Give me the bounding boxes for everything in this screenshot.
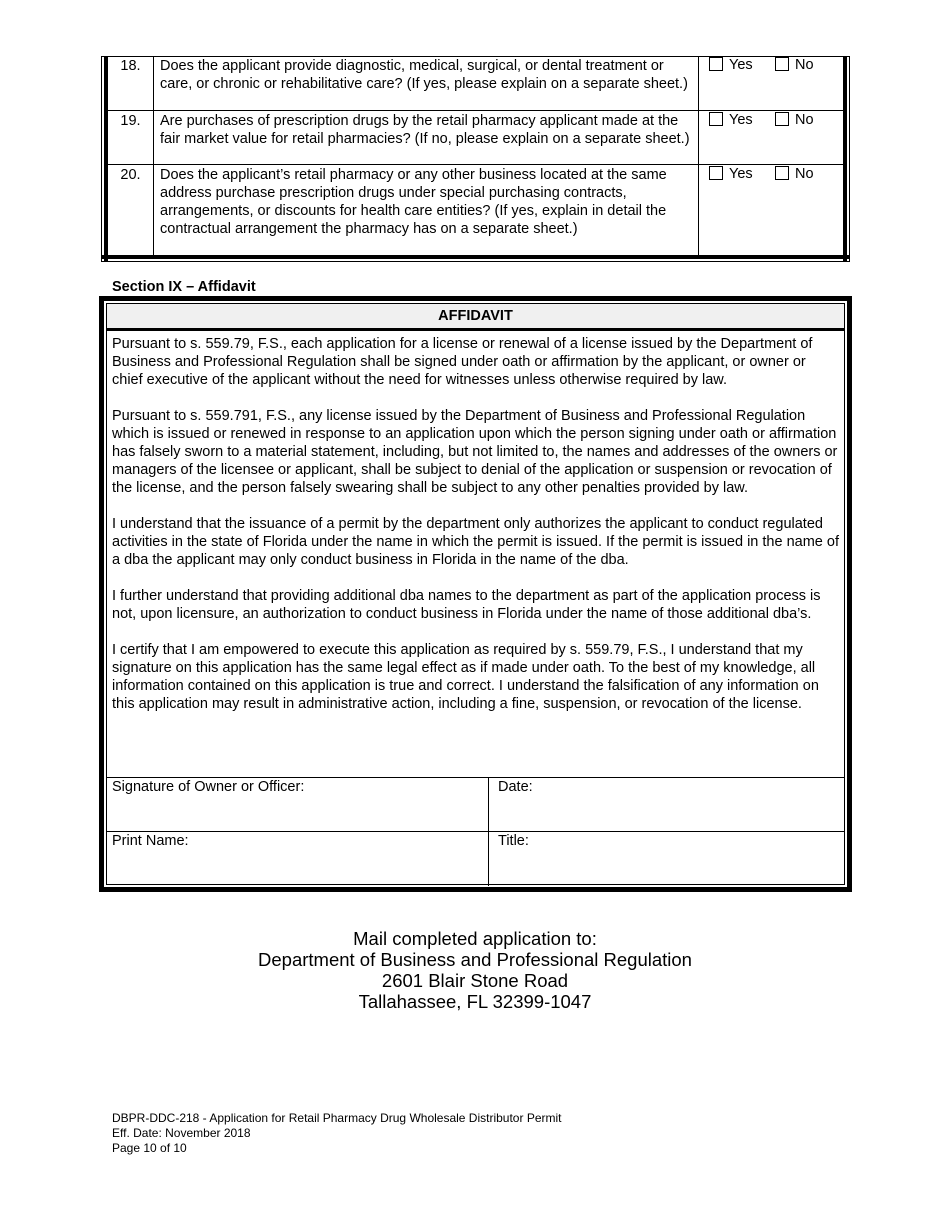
print-name-field[interactable] (107, 832, 489, 886)
yes-option[interactable] (709, 57, 753, 73)
yes-label: Yes (729, 166, 753, 182)
title-label: Title: (498, 833, 529, 849)
questions-table (101, 56, 850, 262)
question-row-19 (108, 110, 843, 165)
affidavit-body (112, 335, 839, 713)
table-right-border (843, 57, 847, 261)
answer-cell (700, 56, 843, 111)
affidavit-paragraph: I certify that I am empowered to execute this application as required by s. 559.79, F.S., I understand that my signature on this application has the same legal effect as if made under oath. To the best of my knowledge, all information contained on this application is true and correct. I understand the falsification of any information on this application may result in administrative action, including a fine, suspension, or revocation of the license. (112, 642, 819, 712)
question-number: 20. (108, 165, 154, 257)
affidavit-inner (106, 303, 845, 885)
yes-option[interactable] (709, 166, 753, 182)
no-checkbox[interactable] (775, 166, 789, 180)
affidavit-paragraph: Pursuant to s. 559.791, F.S., any license issued by the Department of Business and Professional Regulation which is issued or renewed in response to an application upon which the person signing under oath or affirmation has falsely sworn to a material statement, including, but not limited to, the names and addresses of the owners or managers of the licensee or applicant, shall be subject to denial of the application or suspension or revocation of the license, and the person falsely swearing shall be subject to any other penalties provided by law. (112, 408, 838, 496)
mail-line: Tallahassee, FL 32399-1047 (358, 991, 592, 1012)
signature-field[interactable] (107, 778, 489, 832)
title-field[interactable] (490, 832, 844, 886)
answer-cell (700, 165, 843, 258)
affidavit-box (99, 296, 852, 892)
yes-checkbox[interactable] (709, 166, 723, 180)
question-row-18 (108, 56, 843, 110)
question-number: 19. (108, 111, 154, 165)
affidavit-paragraph: I further understand that providing additional dba names to the department as part of the application process is not, upon licensure, an authorization to conduct business in Florida under the name of those additional dba’s. (112, 588, 821, 622)
no-option[interactable] (775, 112, 814, 128)
no-checkbox[interactable] (775, 112, 789, 126)
yes-option[interactable] (709, 112, 753, 128)
form-id: DBPR-DDC-218 - Application for Retail Pharmacy Drug Wholesale Distributor Permit (112, 1111, 562, 1125)
mailing-address (0, 928, 950, 1012)
question-text: Does the applicant’s retail pharmacy or any other business located at the same address purchase prescription drugs under special purchasing contracts, arrangements, or discounts for health care entities? (If yes, explain in detail the contractual arrangement the pharmacy has on a separate sheet.) (155, 165, 699, 257)
yes-label: Yes (729, 112, 753, 128)
yes-label: Yes (729, 57, 753, 73)
page-number: Page 10 of 10 (112, 1141, 187, 1155)
print-name-label: Print Name: (112, 833, 189, 849)
no-label: No (795, 57, 814, 73)
no-option[interactable] (775, 166, 814, 182)
affidavit-heading: AFFIDAVIT (107, 304, 844, 331)
signature-label: Signature of Owner or Officer: (112, 779, 305, 795)
page-footer (112, 1111, 561, 1156)
date-field[interactable] (490, 778, 844, 832)
question-row-20 (108, 164, 843, 257)
section-title: Section IX – Affidavit (112, 279, 256, 295)
no-option[interactable] (775, 57, 814, 73)
eff-date: Eff. Date: November 2018 (112, 1126, 251, 1140)
affidavit-paragraph: I understand that the issuance of a permit by the department only authorizes the applicant to conduct regulated activities in the state of Florida under the name in which the permit is issued. If the permit is issued in the name of a dba the applicant may only conduct business in Florida in the name of the dba. (112, 516, 839, 568)
answer-cell (700, 111, 843, 166)
print-name-row (107, 831, 844, 886)
no-checkbox[interactable] (775, 57, 789, 71)
mail-line: Department of Business and Professional Regulation (258, 949, 692, 970)
date-label: Date: (498, 779, 533, 795)
affidavit-paragraph: Pursuant to s. 559.79, F.S., each application for a license or renewal of a license issued by the Department of Business and Professional Regulation shall be signed under oath or affirmation by the applicant, or owner or chief executive of the applicant without the need for witnesses unless otherwise required by law. (112, 336, 813, 388)
mail-line: 2601 Blair Stone Road (381, 970, 569, 991)
mail-line: Mail completed application to: (353, 928, 597, 949)
signature-row (107, 777, 844, 832)
question-number: 18. (108, 56, 154, 110)
yes-checkbox[interactable] (709, 57, 723, 71)
yes-checkbox[interactable] (709, 112, 723, 126)
question-text: Are purchases of prescription drugs by the retail pharmacy applicant made at the fair market value for retail pharmacies? (If no, please explain on a separate sheet.) (155, 111, 699, 165)
no-label: No (795, 112, 814, 128)
question-text: Does the applicant provide diagnostic, medical, surgical, or dental treatment or care, or chronic or rehabilitative care? (If yes, please explain on a separate sheet.) (155, 56, 699, 110)
no-label: No (795, 166, 814, 182)
